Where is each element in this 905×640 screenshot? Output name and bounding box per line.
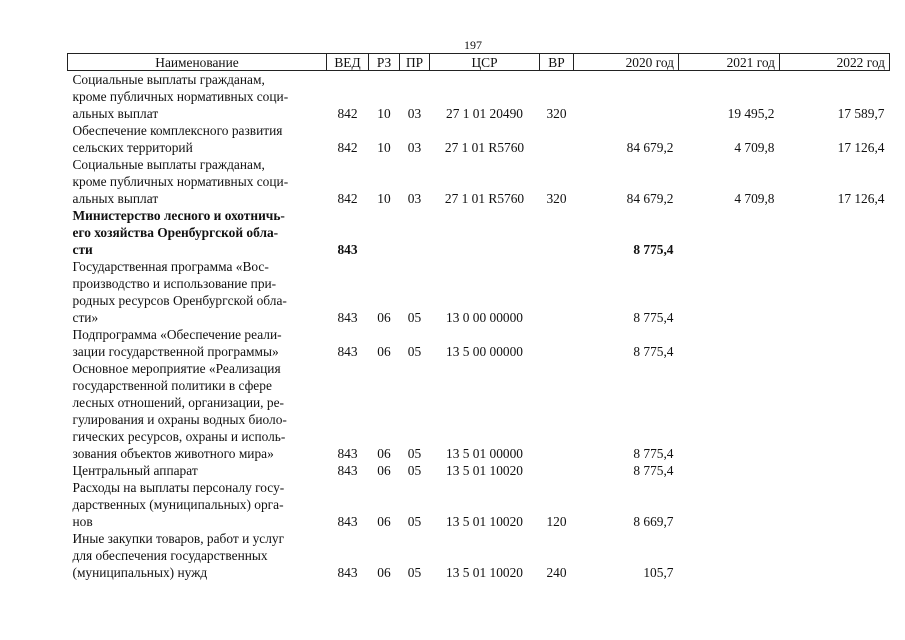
cell-csr: 13 0 00 00000 [446,310,523,325]
cell-name [68,462,327,479]
cell-ved: 843 [337,242,358,257]
cell-2020: 8 775,4 [633,463,674,478]
table-row [68,360,890,462]
cell-2020 [574,71,679,123]
cell-name [68,258,327,326]
cell-csr: 13 5 01 10020 [446,565,523,580]
cell-2021: 4 709,8 [734,191,775,206]
cell-csr: 13 5 00 00000 [446,344,523,359]
cell-ved: 842 [337,191,358,206]
cell-rz: 06 [377,344,391,359]
header-vr: ВР [540,54,574,71]
cell-pr: 03 [407,191,422,206]
cell-2022 [780,530,890,581]
name-line: лесных отношений, организации, ре- [72,395,284,410]
cell-rz: 06 [377,514,391,529]
cell-pr: 03 [407,106,422,121]
name-line: Министерство лесного и охотничь- [72,208,285,223]
cell-pr [400,207,430,258]
name-line: (муниципальных) нужд [72,565,208,580]
cell-csr: 27 1 01 20490 [446,106,523,121]
name-line: Обеспечение комплексного развития [72,123,283,138]
cell-name [68,326,327,360]
cell-vr: 240 [546,565,567,580]
cell-vr [540,207,574,258]
name-line: Социальные выплаты гражданам, [72,157,265,172]
cell-rz: 06 [377,446,391,461]
cell-csr: 13 5 01 10020 [446,514,523,529]
cell-rz: 06 [377,310,391,325]
cell-2021 [679,360,780,462]
name-line: родных ресурсов Оренбургской обла- [72,293,287,308]
header-2022: 2022 год [780,54,890,71]
cell-csr [430,207,540,258]
name-line: Расходы на выплаты персоналу госу- [72,480,285,495]
cell-ved: 843 [337,344,358,359]
name-line: кроме публичных нормативных соци- [72,89,289,104]
cell-2020: 84 679,2 [626,140,674,155]
header-2020: 2020 год [574,54,679,71]
cell-pr: 05 [407,446,422,461]
cell-csr: 27 1 01 R5760 [444,140,525,155]
table-row [68,207,890,258]
cell-2020: 105,7 [643,565,674,580]
cell-2022 [780,207,890,258]
table-row [68,258,890,326]
name-line: Социальные выплаты гражданам, [72,72,265,87]
name-line: гических ресурсов, охраны и исполь- [72,429,286,444]
cell-2020: 8 775,4 [633,242,674,257]
cell-2021 [679,530,780,581]
header-2021: 2021 год [679,54,780,71]
name-line: его хозяйства Оренбургской обла- [72,225,279,240]
cell-name [68,360,327,462]
cell-vr [540,462,574,479]
cell-2021 [679,258,780,326]
cell-pr: 05 [407,344,422,359]
table-row [68,462,890,479]
cell-ved: 842 [337,140,358,155]
page-number: 197 [464,38,482,52]
cell-rz: 06 [377,565,391,580]
cell-ved: 843 [337,463,358,478]
cell-2021: 4 709,8 [734,140,775,155]
table-row [68,530,890,581]
cell-2020: 8 775,4 [633,344,674,359]
cell-ved: 843 [337,565,358,580]
name-line: зования объектов животного мира» [72,446,274,461]
cell-vr: 320 [546,191,567,206]
cell-rz: 10 [377,140,391,155]
cell-ved: 843 [337,446,358,461]
cell-2021 [679,462,780,479]
cell-pr: 05 [407,310,422,325]
cell-vr [540,122,574,156]
cell-csr: 13 5 01 10020 [446,463,523,478]
header-ved: ВЕД [327,54,369,71]
table-body [68,71,890,582]
cell-2021 [679,207,780,258]
name-line: Основное мероприятие «Реализация [72,361,281,376]
cell-csr: 27 1 01 R5760 [444,191,525,206]
cell-2020: 8 669,7 [633,514,674,529]
name-line: для обеспечения государственных [72,548,268,563]
cell-2020: 8 775,4 [633,310,674,325]
cell-ved: 843 [337,310,358,325]
cell-rz: 10 [377,191,391,206]
table-row [68,122,890,156]
table-row [68,156,890,207]
cell-2021: 19 495,2 [727,106,775,121]
table-row [68,71,890,123]
cell-2022 [780,479,890,530]
cell-rz: 10 [377,106,391,121]
cell-vr [540,360,574,462]
cell-pr: 05 [407,565,422,580]
cell-vr [540,326,574,360]
cell-2022 [780,258,890,326]
name-line: зации государственной программы» [72,344,279,359]
cell-name [68,156,327,207]
cell-pr: 03 [407,140,422,155]
cell-name [68,530,327,581]
cell-2022: 17 589,7 [837,106,885,121]
cell-2022 [780,462,890,479]
name-line: гулирования и охраны водных биоло- [72,412,287,427]
name-line: производство и использование при- [72,276,277,291]
cell-rz: 06 [377,463,391,478]
header-name: Наименование [68,54,327,71]
header-rz: РЗ [369,54,400,71]
cell-vr: 120 [546,514,567,529]
cell-csr: 13 5 01 00000 [446,446,523,461]
name-line: государственной политики в сфере [72,378,272,393]
table-row [68,479,890,530]
cell-2022: 17 126,4 [837,140,885,155]
name-line: альных выплат [72,191,159,206]
header-csr: ЦСР [430,54,540,71]
name-line: нов [72,514,93,529]
cell-2022: 17 126,4 [837,191,885,206]
cell-2020: 84 679,2 [626,191,674,206]
cell-2021 [679,479,780,530]
cell-2021 [679,326,780,360]
cell-name [68,207,327,258]
budget-table [67,53,890,581]
name-line: сти [72,242,93,257]
name-line: Подпрограмма «Обеспечение реали- [72,327,282,342]
table-header-row [68,54,890,71]
cell-2022 [780,326,890,360]
name-line: Государственная программа «Вос- [72,259,269,274]
name-line: сельских территорий [72,140,193,155]
cell-name [68,71,327,123]
cell-vr: 320 [546,106,567,121]
cell-rz [369,207,400,258]
cell-pr: 05 [407,514,422,529]
name-line: сти» [72,310,99,325]
cell-pr: 05 [407,463,422,478]
header-pr: ПР [400,54,430,71]
name-line: дарственных (муниципальных) орга- [72,497,284,512]
name-line: кроме публичных нормативных соци- [72,174,289,189]
cell-2022 [780,360,890,462]
cell-ved: 842 [337,106,358,121]
name-line: Иные закупки товаров, работ и услуг [72,531,285,546]
table-row [68,326,890,360]
name-line: Центральный аппарат [72,463,198,478]
name-line: альных выплат [72,106,159,121]
cell-name [68,122,327,156]
cell-2020: 8 775,4 [633,446,674,461]
cell-vr [540,258,574,326]
cell-name [68,479,327,530]
cell-ved: 843 [337,514,358,529]
